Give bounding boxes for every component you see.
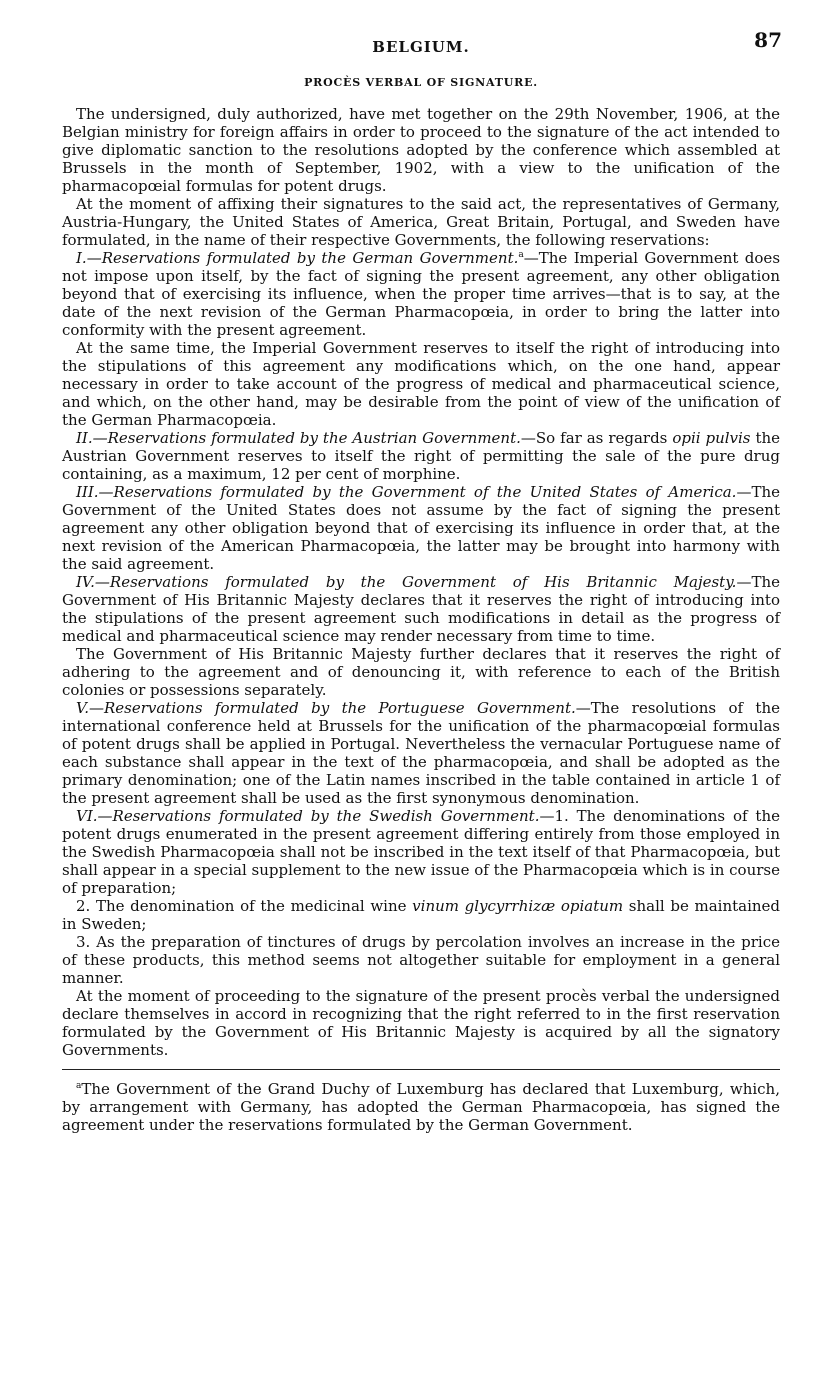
swedish-item-2-wine: vinum glycyrrhizæ opiatum [412,897,624,915]
footnote-mark: a [76,1081,82,1091]
reservation-swedish [62,807,780,897]
paragraph-reservations-intro: At the moment of affixing their signatures to the said act, the representatives of Germany, Austria-Hungary, the United States of America, Great Britain, Portugal, and Sweden have formulated, in the name of their respective Governments, the following reservations: [62,195,780,249]
reservation-swedish-text: —1. The denominations of the potent drugs enumerated in the present agreement differing entirely from those employed in the Swedish Pharmacopœia shall not be inscribed in the text itself of that Pharmacopœia, but shall appear in a special supplement to the new issue of the Pharmacopœia which is in course of preparation; [62,807,780,897]
reservation-german [62,249,780,339]
paragraph-german-continued: At the same time, the Imperial Government reserves to itself the right of introducing into the stipulations of this agreement any modifications which, on the one hand, appear necessary in order to take account of the progress of medical and pharmaceutical science, and which, on the other hand, may be desirable from the point of view of the unification of the German Pharmacopœia. [62,339,780,429]
reservation-german-heading: I.—Reservations formulated by the German Government. [76,249,519,267]
paragraph-swedish-item-2 [62,897,780,933]
reservation-portuguese-text: —The resolutions of the international conference held at Brussels for the unification of the pharmacopœial formulas of potent drugs shall be applied in Portugal. Nevertheless the vernacular Portuguese name of each substance shall appear in the text of the pharmacopœia, and shall be adopted as the primary denomination; one of the Latin names inscribed in the table contained in article 1 of the present agreement shall be used as the first synonymous denomination. [62,699,780,807]
body-text [62,105,780,1059]
swedish-item-2-text-a: 2. The denomination of the medicinal wine [76,897,413,915]
paragraph-swedish-item-3: 3. As the preparation of tinctures of drugs by percolation involves an increase in the price of these products, this method seems not altogether suitable for employment in a general manner. [62,933,780,987]
reservation-austrian-text-a: —So far as regards [520,429,673,447]
reservation-britannic-text: —The Government of His Britannic Majesty declares that it reserves the right of introducing into the stipulations of the present agreement such modifications in detail as the progress of medical and pharmaceutical science may render necessary from time to time. [62,573,780,645]
section-title: PROCÈS VERBAL OF SIGNATURE. [304,76,538,89]
paragraph-closing: At the moment of proceeding to the signature of the present procès verbal the undersigned declare themselves in accord in recognizing that the right referred to in the first reservation formulated by the Government of His Britannic Majesty is acquired by all the signatory Governments. [62,987,780,1059]
reservation-austrian [62,429,780,483]
footnote-text [62,1080,780,1134]
swedish-item-2-text-b: shall be maintained in Sweden; [62,897,781,933]
reservation-austrian-text-b: the Austrian Government reserves to itself the right of permitting the sale of the pure drug containing, as a maximum, 12 per cent of morphine. [62,429,781,483]
footnote [62,1080,780,1134]
running-title: BELGIUM. [372,38,470,56]
running-head [62,24,780,64]
footnote-reference: a [518,250,524,260]
footnote-divider [62,1069,780,1070]
paragraph-britannic-continued: The Government of His Britannic Majesty further declares that it reserves the right of adhering to the agreement and of denouncing it, with reference to each of the British colonies or possessions separately. [62,645,780,699]
reservation-britannic [62,573,780,645]
reservation-portuguese [62,699,780,807]
page-number: 87 [754,28,782,52]
reservation-swedish-heading: VI.—Reservations formulated by the Swedish Government. [76,807,540,825]
reservation-austrian-drug: opii pulvis [672,429,751,447]
reservation-united-states [62,483,780,573]
reservation-austrian-heading: II.—Reservations formulated by the Austrian Government. [76,429,521,447]
footnote-body: The Government of the Grand Duchy of Luxemburg has declared that Luxemburg, which, by arrangement with Germany, has adopted the German Pharmacopœia, has signed the agreement under the reservations formulated by the German Government. [62,1080,780,1134]
paragraph-intro: The undersigned, duly authorized, have met together on the 29th November, 1906, at the Belgian ministry for foreign affairs in order to proceed to the signature of the act intended to give diplomatic sanction to the resolutions adopted by the conference which assembled at Brussels in the month of September, 1902, with a view to the unification of the pharmacopœial formulas for potent drugs. [62,105,780,195]
reservation-portuguese-heading: V.—Reservations formulated by the Portuguese Government. [76,699,576,717]
reservation-britannic-heading: IV.—Reservations formulated by the Government of His Britannic Majesty. [76,573,737,591]
reservation-us-text: —The Government of the United States does not assume by the fact of signing the present agreement any other obligation beyond that of exercising its influence in order that, at the next revision of the American Pharmacopœia, the latter may be brought into harmony with the said agreement. [62,483,780,573]
reservation-us-heading: III.—Reservations formulated by the Government of the United States of America. [76,483,737,501]
reservation-german-text: —The Imperial Government does not impose upon itself, by the fact of signing the present agreement, any other obligation beyond that of exercising its influence, when the proper time arrives—that is to say, at the date of the next revision of the German Pharmacopœia, in order to bring the latter into conformity with the present agreement. [62,249,781,339]
